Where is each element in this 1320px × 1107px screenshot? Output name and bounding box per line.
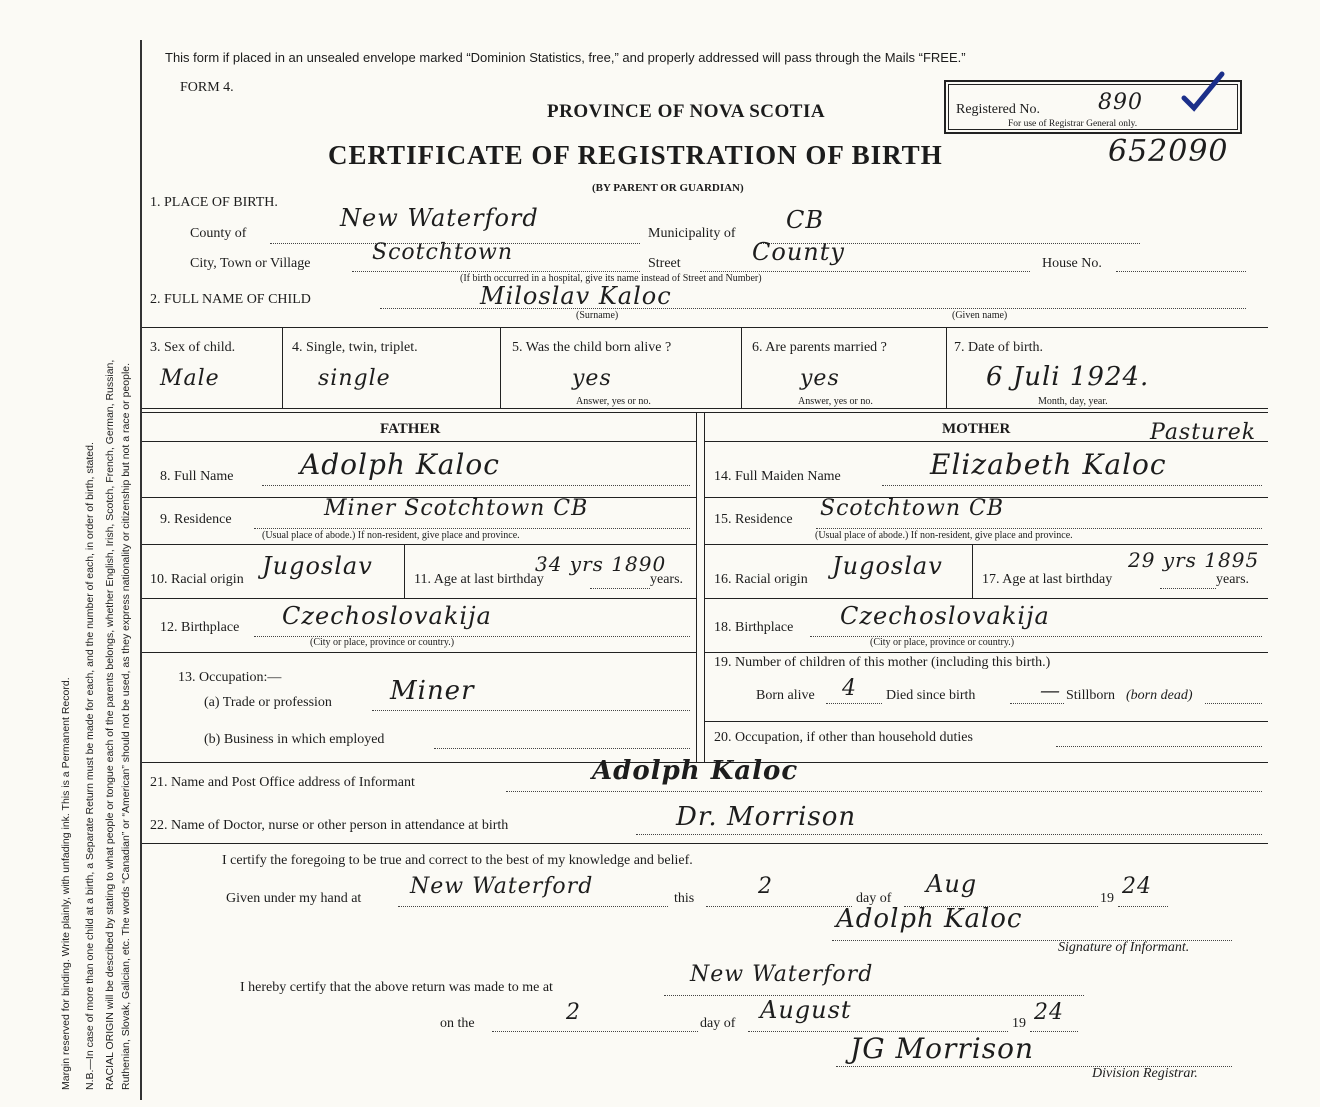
father-age-label: 11. Age at last birthday — [414, 572, 544, 587]
given-day-of-label: day of — [856, 891, 892, 906]
registrar-signature: JG Morrison — [850, 1032, 1035, 1065]
certificate-number: 652090 — [1108, 134, 1229, 169]
born-alive-value: 4 — [842, 676, 857, 701]
mail-notice: This form if placed in an unsealed envelope marked “Dominion Statistics, free,” and properly addressed will pass through the Mails “FREE.” — [165, 50, 966, 65]
registrar-statement: I hereby certify that the above return was made to me at — [240, 980, 553, 995]
registrar-signature-caption: Division Registrar. — [1092, 1066, 1198, 1081]
sex-label: 3. Sex of child. — [150, 340, 236, 355]
stillborn-label: Stillborn — [1066, 688, 1116, 703]
county-value: New Waterford — [340, 204, 539, 232]
surname-caption: (Surname) — [576, 310, 619, 321]
mother-racial-label: 16. Racial origin — [714, 572, 808, 587]
mother-age-label: 17. Age at last birthday — [982, 572, 1113, 587]
father-name-value: Adolph Kaloc — [300, 448, 500, 481]
mother-maiden-note: Pasturek — [1150, 420, 1257, 445]
check-mark-icon — [1180, 70, 1228, 114]
on-the-label: on the — [440, 1016, 475, 1031]
given-day: 2 — [758, 874, 773, 899]
registered-label: Registered No. — [956, 102, 1040, 117]
given-place: New Waterford — [410, 874, 594, 899]
occupation-label: 13. Occupation:— — [178, 670, 282, 685]
margin-note-4: Ruthenian, Slovak, Galician, etc. The words “Canadian” or “American” should not be used, as they express nationality or citizenship but not a race or people. — [120, 362, 132, 1090]
given-name-caption: (Given name) — [952, 310, 1008, 321]
alive-value: yes — [572, 366, 612, 391]
mother-age-value: 29 yrs 1895 — [1128, 548, 1260, 572]
certify-statement: I certify the foregoing to be true and correct to the best of my knowledge and belief. — [222, 853, 693, 868]
informant-value: Adolph Kaloc — [592, 756, 799, 786]
died-label: Died since birth — [886, 688, 976, 703]
sex-value: Male — [160, 366, 220, 391]
street-label: Street — [648, 256, 681, 271]
registrar-day-of-label: day of — [700, 1016, 736, 1031]
dob-label: 7. Date of birth. — [954, 340, 1044, 355]
child-name-label: 2. FULL NAME OF CHILD — [150, 292, 311, 307]
given-year: 24 — [1122, 874, 1152, 899]
informant-signature: Adolph Kaloc — [836, 904, 1023, 934]
hospital-note: (If birth occurred in a hospital, give its name instead of Street and Number) — [460, 273, 762, 284]
father-residence-value: Miner Scotchtown CB — [324, 496, 589, 521]
father-racial-value: Jugoslav — [262, 552, 373, 580]
child-name-value: Miloslav Kaloc — [480, 282, 672, 310]
born-alive-label: Born alive — [756, 688, 815, 703]
mother-heading: MOTHER — [942, 421, 1011, 437]
alive-label: 5. Was the child born alive ? — [512, 340, 672, 355]
mother-abode-caption: (Usual place of abode.) If non-resident, give place and province. — [815, 530, 1073, 541]
city-value: Scotchtown — [372, 240, 514, 265]
given-label: Given under my hand at — [226, 891, 362, 906]
married-caption: Answer, yes or no. — [798, 396, 873, 407]
form-number: FORM 4. — [180, 80, 234, 95]
trade-value: Miner — [390, 676, 475, 706]
mother-birthplace-caption: (City or place, province or country.) — [870, 637, 1015, 648]
father-years: years. — [650, 572, 684, 587]
trade-label: (a) Trade or profession — [204, 695, 332, 710]
mother-residence-value: Scotchtown CB — [820, 496, 1005, 521]
father-name-label: 8. Full Name — [160, 469, 234, 484]
married-value: yes — [800, 366, 840, 391]
mother-residence-label: 15. Residence — [714, 512, 793, 527]
father-abode-caption: (Usual place of abode.) If non-resident, give place and province. — [262, 530, 520, 541]
registered-number: 890 — [1098, 90, 1143, 115]
city-label: City, Town or Village — [190, 256, 311, 271]
margin-note-1: Margin reserved for binding. Write plainly, with unfading ink. This is a Permanent Record. — [60, 677, 72, 1090]
place-of-birth-heading: 1. PLACE OF BIRTH. — [150, 195, 278, 210]
dob-value: 6 Juli 1924. — [986, 362, 1150, 392]
margin-rule — [140, 40, 142, 1100]
father-age-value: 34 yrs 1890 — [535, 552, 667, 576]
certificate-subtitle: (BY PARENT OR GUARDIAN) — [592, 182, 744, 194]
informant-label: 21. Name and Post Office address of Informant — [150, 775, 415, 790]
plurality-value: single — [318, 366, 391, 391]
this-label: this — [674, 891, 695, 906]
mother-name-value: Elizabeth Kaloc — [930, 448, 1167, 481]
father-residence-label: 9. Residence — [160, 512, 232, 527]
county-label: County of — [190, 226, 247, 241]
alive-caption: Answer, yes or no. — [576, 396, 651, 407]
doctor-label: 22. Name of Doctor, nurse or other person in attendance at birth — [150, 818, 509, 833]
children-count-label: 19. Number of children of this mother (including this birth.) — [714, 655, 1051, 670]
registrar-day: 2 — [566, 1000, 581, 1025]
father-birthplace-value: Czechoslovakija — [282, 602, 492, 630]
mother-birthplace-value: Czechoslovakija — [840, 602, 1050, 630]
margin-note-2: N.B.—In case of more than one child at a birth, a Separate Return must be made for each, and the number of each, in order of birth, stated. — [84, 442, 96, 1090]
province-heading: PROVINCE OF NOVA SCOTIA — [547, 101, 826, 122]
registered-box — [944, 80, 1242, 134]
father-birthplace-caption: (City or place, province or country.) — [310, 637, 455, 648]
municipality-label: Municipality of — [648, 226, 736, 241]
municipality-value: CB — [786, 206, 824, 234]
informant-signature-caption: Signature of Informant. — [1058, 940, 1190, 955]
business-label: (b) Business in which employed — [204, 732, 385, 747]
street-value: County — [752, 238, 845, 266]
certificate-title: CERTIFICATE OF REGISTRATION OF BIRTH — [328, 140, 943, 170]
margin-note-3: RACIAL ORIGIN will be described by stating to what people or tongue each of the parents belongs, whether English, Irish, Scotch, French, German, Russian, — [104, 359, 116, 1090]
married-label: 6. Are parents married ? — [752, 340, 887, 355]
registrar-use-note: For use of Registrar General only. — [1008, 119, 1138, 129]
mother-name-label: 14. Full Maiden Name — [714, 469, 841, 484]
mother-racial-value: Jugoslav — [832, 552, 943, 580]
died-value: — — [1040, 678, 1061, 702]
mother-occupation-label: 20. Occupation, if other than household duties — [714, 730, 973, 745]
mother-years: years. — [1216, 572, 1250, 587]
father-birthplace-label: 12. Birthplace — [160, 620, 240, 635]
stillborn-note: (born dead) — [1126, 688, 1193, 703]
plurality-label: 4. Single, twin, triplet. — [292, 340, 418, 355]
registrar-year: 24 — [1034, 1000, 1064, 1025]
registrar-month: August — [760, 996, 852, 1024]
doctor-value: Dr. Morrison — [676, 802, 857, 832]
given-month: Aug — [926, 870, 978, 898]
registrar-place: New Waterford — [690, 962, 874, 987]
father-racial-label: 10. Racial origin — [150, 572, 244, 587]
registrar-year-prefix: 19 — [1012, 1016, 1026, 1031]
given-year-prefix: 19 — [1100, 891, 1114, 906]
father-heading: FATHER — [380, 421, 441, 437]
house-label: House No. — [1042, 256, 1102, 271]
dob-caption: Month, day, year. — [1038, 396, 1108, 407]
mother-birthplace-label: 18. Birthplace — [714, 620, 794, 635]
